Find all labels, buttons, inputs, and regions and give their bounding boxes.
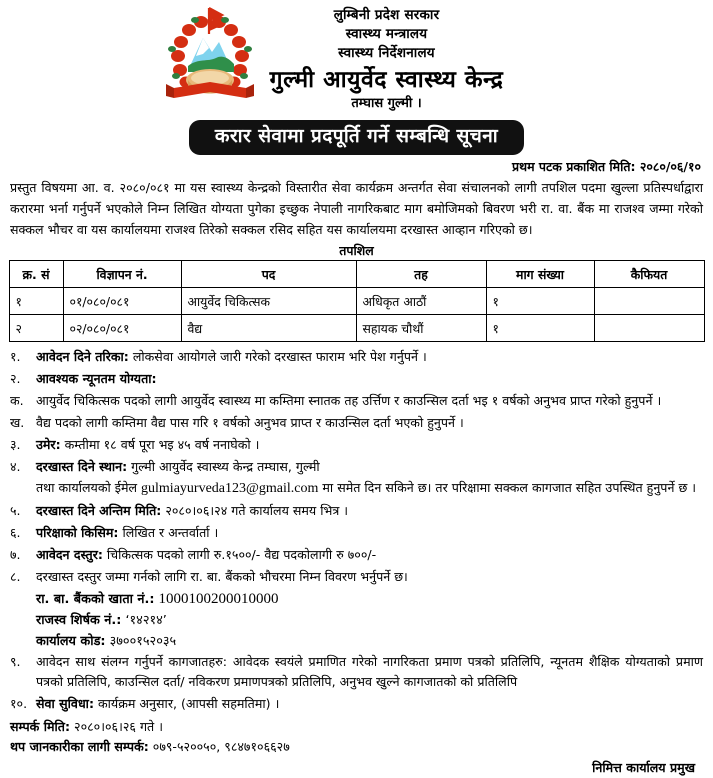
cell-advertisement-no: ०२/०८०/०८१ — [63, 315, 181, 342]
intro-paragraph: प्रस्तुत विषयमा आ. व. २०८०/०८१ मा यस स्वास्थ्य केन्द्रको विस्तारीत सेवा कार्यक्रम अन्तर्गत सेवा संचालनको लागी तपशिल पदमा खुल्ला प्रतिस्पर्धाद्वारा करारमा भर्ना गर्नुपर्ने भएकोले निम्न लिखित योग्यता पुगेका इच्छुक नेपाली नागरिकबाट माग बमोजिमको बिवरण भरी रा. वा. बैंक मा राजश्व जम्मा गरेको सक्कल भौचर वा यस कार्यालयमा राजश्व तिरेको सक्कल रसिद सहित यस कार्यालयमा दरखास्त आव्हान गरिएको छ। — [10, 180, 703, 237]
item-number: ९. — [10, 654, 21, 669]
item-body — [36, 457, 703, 499]
cell-remarks — [594, 288, 704, 315]
cell-level: अधिकृत आठौं — [356, 288, 486, 315]
list-item-8 — [10, 567, 703, 587]
item-text: कम्तीमा १८ वर्ष पूरा भइ ४५ वर्ष ननाघेको । — [60, 437, 260, 452]
th-demand-count: माग संख्या — [486, 261, 594, 288]
document-header — [8, 0, 705, 118]
office-code-row — [36, 631, 703, 652]
list-item-6 — [10, 523, 703, 543]
cell-level: सहायक चौथौं — [356, 315, 486, 342]
contact-date-value: २०८०।०६।२६ गते । — [70, 719, 164, 734]
item-label: दरखास्त दिने अन्तिम मिति: — [36, 503, 162, 518]
table-row — [9, 315, 704, 342]
th-remarks: कैफियत — [594, 261, 704, 288]
item-body — [36, 435, 703, 455]
notice-title-banner: करार सेवामा प्रदपूर्ति गर्ने सम्बन्धि सूचना — [189, 120, 524, 155]
directorate-line: स्वास्थ्य निर्देशनालय — [338, 45, 435, 61]
document-footer — [8, 716, 705, 776]
item-text: कार्यक्रम अनुसार, (आपसी सहमतिमा) । — [93, 696, 280, 711]
table-header-row — [9, 261, 704, 288]
list-item-3 — [10, 435, 703, 455]
contact-phone-numbers: ०७९-५२००५०, ९८४७१०६६२७ — [148, 739, 290, 754]
item-label: उमेर: — [36, 437, 61, 452]
item-body — [36, 369, 703, 389]
item-label: दरखास्त दिने स्थान: — [36, 459, 128, 474]
email-address[interactable]: gulmiayurveda123@gmail.com — [141, 481, 319, 496]
government-headings — [8, 0, 705, 112]
contact-date-row — [10, 717, 703, 737]
list-item-9 — [10, 652, 703, 692]
item-label: परिक्षाको किसिम: — [36, 525, 119, 540]
office-code-value: ३७००१५२०३५ — [109, 634, 177, 649]
item-text: लिखित र अन्तर्वार्ता । — [118, 525, 219, 540]
table-row — [9, 288, 704, 315]
item-number: १. — [10, 349, 21, 364]
item-body — [36, 523, 703, 543]
item-body: वैद्य पदको लागी कम्तिमा वैद्य पास गरि १ वर्षको अनुभव प्राप्त र काउन्सिल दर्ता भएको हुनुपर्ने । — [36, 415, 464, 430]
item-body — [36, 545, 703, 565]
office-title: गुल्मी आयुर्वेद स्वास्थ्य केन्द्र — [269, 67, 504, 93]
list-item-7 — [10, 545, 703, 565]
nepal-coat-of-arms-emblem — [156, 4, 264, 112]
office-code-label: कार्यालय कोड: — [36, 634, 106, 649]
cell-post: वैद्य — [181, 315, 356, 342]
vacancy-table — [9, 260, 705, 342]
item-body: आयुर्वेद चिकित्सक पदको लागी आयुर्वेद स्वास्थ्य मा कम्तिमा स्नातक तह उर्त्तिण र काउन्सिल दर्ता भइ १ वर्षको अनुभव प्राप्त गरेको हुनुपर्ने । — [36, 393, 662, 408]
signature-designation: निमित्त कार्यालय प्रमुख — [592, 760, 695, 775]
item-text: लोकसेवा आयोगले जारी गरेको दरखास्त फाराम भरि पेश गर्नुपर्ने । — [128, 349, 427, 364]
th-serial: क्र. सं — [9, 261, 63, 288]
cell-demand-count: १ — [486, 288, 594, 315]
table-caption: तपशिल — [339, 243, 374, 258]
cell-advertisement-no: ०१/०८०/०८१ — [63, 288, 181, 315]
contact-info-label: थप जानकारीका लागी सम्पर्क: — [10, 739, 149, 754]
bank-account-value: 1000100200010000 — [158, 591, 279, 607]
list-item-kha — [10, 413, 703, 433]
item-body — [36, 347, 703, 367]
item-number: ५. — [10, 503, 21, 518]
cell-serial: १ — [9, 288, 63, 315]
item-number: ७. — [10, 547, 21, 562]
item-label: आवश्यक न्यूनतम योग्यता: — [36, 371, 157, 386]
contact-date-label: सम्पर्क मिति: — [10, 719, 71, 734]
ministry-line: स्वास्थ्य मन्त्रालय — [345, 26, 428, 42]
list-item-1 — [10, 347, 703, 367]
item-number: ४. — [10, 459, 21, 474]
item-label: सेवा सुविधा: — [36, 696, 94, 711]
th-post: पद — [181, 261, 356, 288]
item-body — [36, 501, 703, 521]
email-prefix: तथा कार्यालयको ईमेल — [36, 480, 142, 495]
item-body — [36, 694, 703, 714]
bank-account-row — [36, 589, 703, 610]
conditions-list — [8, 347, 705, 714]
cell-demand-count: १ — [486, 315, 594, 342]
item-number: ख. — [10, 415, 25, 430]
revenue-head-label: राजस्व शिर्षक नं.: — [36, 613, 122, 628]
bank-account-label: रा. बा. बैंकको खाता नं.: — [36, 592, 155, 607]
notice-banner-wrapper — [8, 120, 705, 155]
item-body: दरखास्त दस्तुर जम्मा गर्नको लागि रा. बा. बैंकको भौचरमा निम्न विवरण भर्नुपर्ने छ। — [36, 569, 408, 584]
item-label: आवेदन दिने तरिका: — [36, 349, 129, 364]
item-label: आवेदन दस्तुर: — [36, 547, 103, 562]
list-item-ka — [10, 391, 703, 411]
item-number: ६. — [10, 525, 21, 540]
item-number: क. — [10, 393, 24, 408]
item-body: आवेदन साथ संलग्न गर्नुपर्ने कागजातहरु: आवेदक स्वयंले प्रमाणित गरेको नागरिकता प्रमाण पत्रको प्रतिलिपि, न्यूनतम शैक्षिक योग्यताको प्रमाण पत्रको प्रतिलिपि, काउन्सिल दर्ता/ नविकरण प्रमाणपत्रको प्रतिलिपि, अनुभव खुल्ने कागजातको को प्रतिलिपि — [36, 654, 703, 689]
email-line — [36, 478, 703, 499]
revenue-head-value: ‘१४२१४’ — [125, 613, 167, 628]
cell-serial: २ — [9, 315, 63, 342]
th-level: तह — [356, 261, 486, 288]
item-number: ३. — [10, 437, 21, 452]
contact-info-row — [10, 737, 703, 757]
revenue-head-row — [36, 610, 703, 631]
item-number: २. — [10, 371, 21, 386]
list-item-2 — [10, 369, 703, 389]
email-suffix: मा समेत दिन सकिने छ। तर परिक्षामा सक्कल कागजात सहित उपस्थित हुनुपर्ने छ । — [318, 480, 697, 495]
office-location: तम्घास गुल्मी । — [351, 96, 422, 111]
list-item-4 — [10, 457, 703, 499]
item-text: चिकित्सक पदको लागी रु.१५००/- वैद्य पदकोलागी रु ७००/- — [102, 547, 377, 562]
province-government-line: लुम्बिनी प्रदेश सरकार — [333, 7, 440, 23]
item-text: गुल्मी आयुर्वेद स्वास्थ्य केन्द्र तम्घास, गुल्मी — [127, 459, 320, 474]
cell-remarks — [594, 315, 704, 342]
bank-details-block — [10, 589, 703, 652]
item-number: ८. — [10, 569, 21, 584]
list-item-5 — [10, 501, 703, 521]
publication-date: प्रथम पटक प्रकाशित मिति: २०८०/०६/१० — [511, 159, 701, 174]
th-advertisement-no: विज्ञापन नं. — [63, 261, 181, 288]
item-text: २०८०।०६।२४ गते कार्यालय समय भित्र । — [161, 503, 349, 518]
item-number: १०. — [10, 696, 28, 711]
cell-post: आयुर्वेद चिकित्सक — [181, 288, 356, 315]
list-item-10 — [10, 694, 703, 714]
